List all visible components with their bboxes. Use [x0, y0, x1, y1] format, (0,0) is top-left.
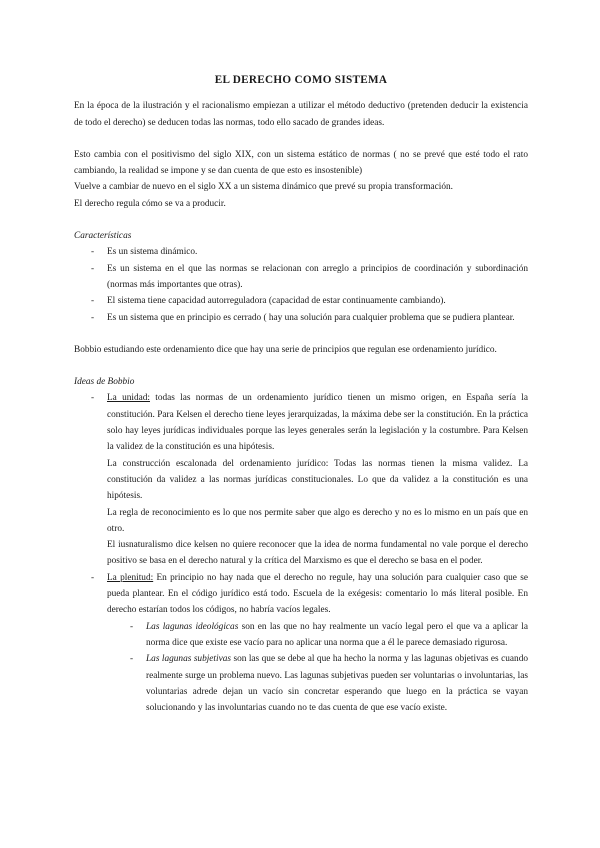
ideas-list-continued	[74, 570, 528, 619]
plenitud-label: La plenitud:	[107, 572, 154, 583]
lagunas-subjetivas-text: son las que se debe al que ha hecho la norma y las lagunas objetivas es cuando realmente surge un problema nuevo. Las lagunas subjetivas pueden ser voluntarias o involuntarias, las voluntarias adrede dejan un vacío sin concretar esperando que luego en la práctica se vayan solucionando y las involuntarias cuando no te das cuenta de que ese vacío existe.	[146, 654, 528, 714]
list-item: - Es un sistema dinámico.	[74, 244, 528, 260]
list-item-lagunas-subjetivas	[74, 651, 528, 716]
caracteristicas-list	[74, 244, 528, 325]
unidad-paragraph: El iusnaturalismo dice kelsen no quiere reconocer que la idea de norma fundamental no vale porque el derecho positivo se basa en el derecho natural y la crítica del Marxismo es que el derecho se basa en el poder.	[107, 540, 528, 567]
lagunas-subjetivas-term: Las lagunas subjetivas	[146, 654, 231, 665]
lagunas-ideologicas-text: son en las que no hay realmente un vacío legal pero el que va a aplicar la norma dice que existe ese vacío para no aplicar una norma que a él le parece demasiado rigurosa.	[146, 621, 528, 648]
list-item: - Es un sistema en el que las normas se relacionan con arreglo a principios de coordinación y subordinación (normas más importantes que otras).	[74, 261, 528, 294]
intro-paragraph: El derecho regula cómo se va a producir.	[74, 198, 226, 209]
caracteristicas-heading: Características	[74, 231, 132, 242]
bobbio-intro-paragraph: Bobbio estudiando este ordenamiento dice que hay una serie de principios que regulan ese ordenamiento jurídico.	[74, 344, 497, 355]
lagunas-ideologicas-term: Las lagunas ideológicas	[146, 621, 239, 632]
intro-paragraph: Esto cambia con el positivismo del siglo XIX, con un sistema estático de normas ( no se prevé que esté todo el rato cambiando, la realidad se impone y se dan cuenta de que esto es insostenible)	[74, 149, 528, 177]
intro-paragraph: En la época de la ilustración y el racionalismo empiezan a utilizar el método deductivo (pretenden deducir la existencia de todo el derecho) se deducen todas las normas, todo ello sacado de grandes ideas.	[74, 101, 528, 128]
list-item: - El sistema tiene capacidad autorreguladora (capacidad de estar continuamente cambiando).	[74, 293, 528, 309]
list-item-plenitud	[74, 570, 528, 619]
document-title: EL DERECHO COMO SISTEMA	[214, 74, 388, 86]
intro-paragraph: Vuelve a cambiar de nuevo en el siglo XX a un sistema dinámico que prevé su propia transformación.	[74, 182, 453, 193]
ideas-list	[74, 390, 528, 455]
list-item-unidad	[74, 390, 528, 455]
plenitud-text: En principio no hay nada que el derecho no regule, hay una solución para cualquier caso que se pueda plantear. En el código jurídico está todo. Escuela de la exégesis: comentario lo más literal posible. En derecho estarían todos los códigos, no habría vacíos legales.	[107, 572, 528, 616]
unidad-paragraph: La regla de reconocimiento es lo que nos permite saber que algo es derecho y no es lo mismo en un país que en otro.	[107, 507, 528, 534]
unidad-paragraph: La construcción escalonada del ordenamiento jurídico: Todas las normas tienen la misma validez. La constitución da validez a las normas jurídicas constitucionales. Lo que da validez a la constitución es una hipótesis.	[107, 458, 528, 502]
list-item: - Es un sistema que en principio es cerrado ( hay una solución para cualquier problema que se pudiera plantear.	[74, 310, 528, 326]
document-body	[74, 72, 528, 716]
unidad-label: La unidad:	[107, 393, 150, 404]
unidad-text: todas las normas de un ordenamiento jurídico tienen un mismo origen, en España sería la constitución. Para Kelsen el derecho tiene leyes jerarquizadas, la máxima debe ser la constitución. En la práctica solo hay leyes jurídicas individuales porque las leyes generales serán la legislación y la costumbre. Para Kelsen la validez de la constitución es una hipótesis.	[107, 393, 528, 453]
list-item-lagunas-ideologicas	[74, 619, 528, 652]
ideas-heading: Ideas de Bobbio	[74, 377, 135, 388]
lagunas-list	[74, 619, 528, 717]
